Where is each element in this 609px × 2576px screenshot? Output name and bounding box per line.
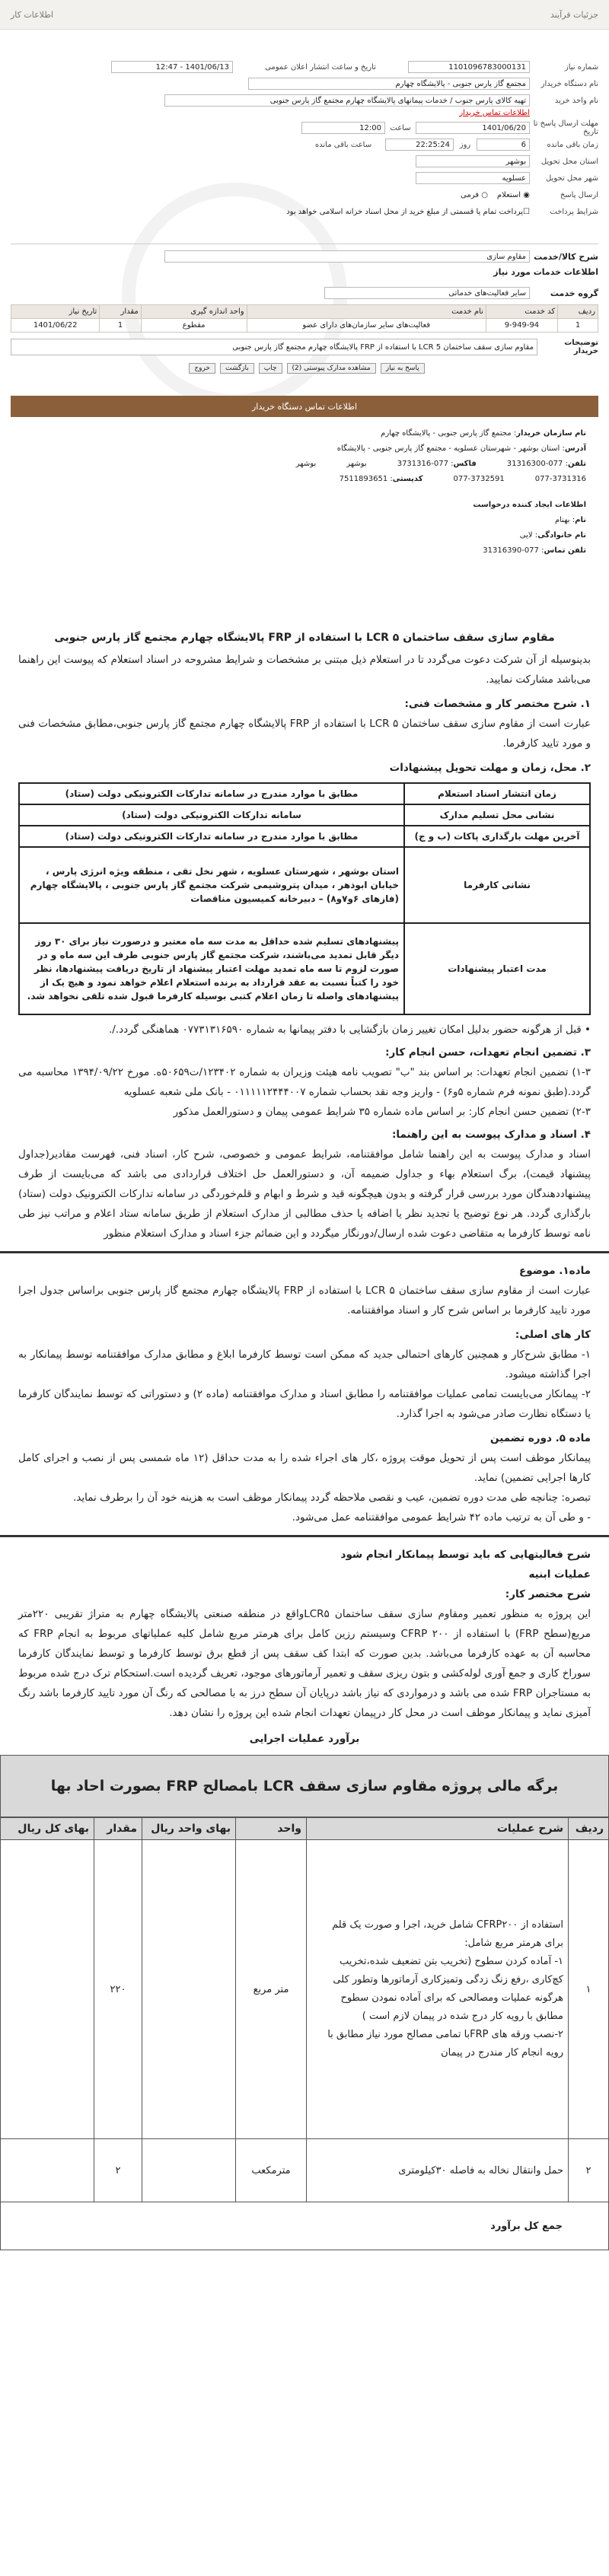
desc-label: شرح کالا/خدمت — [534, 251, 598, 262]
payment-text: پرداخت تمام یا قسمتی از مبلغ خرید از محل اسناد خزانه اسلامی خواهد بود — [286, 207, 524, 216]
province-value: بوشهر — [416, 155, 530, 167]
hours-label: ساعت باقی مانده — [314, 140, 372, 149]
contact-fax: 077-3731316 — [397, 460, 448, 468]
remain-label: زمان باقی مانده — [547, 140, 598, 149]
section-4-title: ۴. اسناد و مدارک پیوست به این راهنما: — [392, 1129, 591, 1141]
payment-checkbox[interactable]: ☐ — [523, 207, 530, 216]
contact-state: بوشهر — [295, 460, 317, 468]
table-row: مدت اعتبار پیشنهادات پیشنهادهای تسلیم شده حداقل به مدت سه ماه معتبر و درصورت نیاز برای ۳۰ روز دیگر قابل تمدید می‌باشند، شرکت مجتمع گاز پارس جنوبی طرف این سه ماه و در صورت لزوم تا سه ماه تمدید مهلت اعتبار پیشنهاد از تاریخ دریافت پیشنهادها، نظر خود را کتباً نسبت به عقد قرارداد به برنده استعلام اعلام خواهد نمود و هیچ یک از پیشنهادهای واصله تا زمان اعلام کتبی بوسیله کارفرما قبول شده تلقی نخواهد شد. — [19, 923, 590, 1014]
article-5-title: ماده ۵. دوره تضمین — [490, 1432, 591, 1444]
items-th: مقدار — [100, 305, 141, 319]
section-4-text: اسناد و مدارک پیوست به این راهنما شامل موافقتنامه، شرایط عمومی و خصوصی، شرح کار، اسناد فنی، فهرست مقادیر(جداول پیشنهاد قیمت)، برگ استعلام بهاء و جداول ضمیمه آن، و دستورالعمل حل اختلاف قراردادی می باشد که می‌بایست از طرف پیشنهاددهندگان مورد بررسی قرار گرفته و بدون هیچگونه قید و شرط و ابهام و قلم‌خوردگی در سامانه تدارکات الکترونیک دولت (ستاد) بارگذاری گردد. هر نوع توضیح یا تجدید نظر یا اضافه یا حذف مطالبی از مدارک استعلام از طریق سامانه ستاد اعلام و مراتب نیز طی نامه توسط کارفرما به متقاضی دعوت شده ارسال/دورنگار میگردد و این ضمائم جزء اسناد و مدارک استعلام منظور — [18, 1148, 591, 1240]
portal-header — [0, 0, 609, 30]
items-table — [11, 304, 598, 333]
contact-city: بوشهر — [346, 460, 367, 468]
unit-value: تهیه کالای پارس جنوب / خدمات پیمانهای پالایشگاه چهارم مجتمع گاز پارس جنوبی — [164, 94, 530, 107]
deadline-value: 1401/06/20 — [416, 122, 530, 134]
contact-band: اطلاعات تماس دستگاه خریدار — [11, 396, 598, 417]
article-5-text: پیمانکار موظف است پس از تحویل موقت پروژه ،کار های اجراء شده را به مدت حداقل (۱۲ ماه شمسی پس از نصب و اجرای کامل کارها اجرایی تضمین) نماید. تبصره: چنانچه طی مدت دوره تضمین، عیب و نقصی ملاحظه گردد پیمانکار موظف است به هزینه خود آن را برطرف نماید. - و طی آن به ترتیب ماده ۴۲ شرایط عمومی موافقتنامه عمل می‌شود. — [18, 1452, 591, 1524]
pub-date-label: تاریخ و ساعت انتشار اعلان عمومی — [265, 62, 376, 72]
doc-title: مقاوم سازی سقف ساختمان ۵ LCR با استفاده از FRP پالایشگاه چهارم مجتمع گاز پارس جنوبی — [54, 632, 555, 644]
items-th: نام خدمت — [247, 305, 486, 319]
portal-subtitle: اطلاعات کار — [11, 9, 54, 20]
portal-page — [0, 0, 609, 624]
activities-subtitle: عملیات ابنیه — [528, 1568, 591, 1581]
table-row: ۲ حمل وانتقال نخاله به فاصله ۳۰کیلومتری مترمکعب ۲ — [1, 2139, 609, 2202]
creator-lname: لایی — [519, 531, 533, 540]
article-1-title: ماده۱. موضوع — [519, 1265, 591, 1277]
contact-tel: 077-31316300 — [506, 460, 563, 468]
items-th: تاریخ نیاز — [11, 305, 100, 319]
estimate-title: برآورد عملیات اجرایی — [249, 1733, 360, 1745]
contact-addr: استان بوشهر - شهرستان عسلویه - مجتمع گاز پارس جنوبی - پالایشگاه — [336, 444, 560, 453]
portal-title: جزئیات فرآیند — [550, 9, 598, 20]
main-work-1: ۱- مطابق شرح‌کار و همچنین کارهای احتمالی جدید که ممکن است توسط کارفرما ابلاغ و مطابق مدارک موافقتنامه توسط پیمانکار به اجرا گذاشته میشود. — [18, 1348, 591, 1380]
radio-option-2[interactable]: ○ فرمی — [461, 190, 488, 199]
pub-date-value: 1401/06/13 - 12:47 — [111, 61, 233, 73]
print-button[interactable]: چاپ — [259, 363, 282, 374]
back-button[interactable]: بازگشت — [220, 363, 254, 374]
deadline-label: مهلت ارسال پاسخ تا تاریخ — [533, 119, 598, 136]
table-row: نشانی کارفرما استان بوشهر ، شهرستان عسلویه ، شهر نخل تقی ، منطقه ویژه انرژی پارس ، خیابان ابوذهر ، میدان پتروشیمی شرکت مجتمع گاز پارس جنوبی ، پالایشگاه چهارم (فازهای ۶و۷و۸) – دبیرخانه کمیسیون مناقصات — [19, 847, 590, 923]
reply-button[interactable]: پاسخ به نیاز — [381, 363, 425, 374]
contact-post: 7511893651 — [339, 475, 388, 483]
buyer-value: مجتمع گاز پارس جنوبی - پالایشگاه چهارم — [248, 78, 530, 90]
table-row: آخرین مهلت بارگذاری پاکات (ب و ج) مطابق با موارد مندرج در سامانه تدارکات الکترونیکی دولت (ستاد) — [19, 826, 590, 847]
time-value: 12:00 — [301, 122, 385, 134]
buyer-contact-link[interactable]: اطلاعات تماس خریدار — [459, 108, 530, 117]
group-value: سایر فعالیت‌های خدماتی — [324, 287, 530, 299]
days-label: روز — [459, 140, 471, 149]
desc-section — [11, 244, 598, 301]
doc-note: • قبل از هرگونه حضور بدلیل امکان تغییر زمان بازگشایی با دفتر پیمانها به شماره ۰۷۷۳۱۳۱۶۵۹۰ هماهنگی گردد./. — [108, 1024, 591, 1036]
table-row — [1, 2202, 609, 2250]
contact-tel2: 077-3731316 — [534, 475, 586, 483]
section-3-1: ۱-۳) تضمین انجام تعهدات: بر اساس بند "ب" تصویب نامه هیئت وزیران به شماره ۱۲۳۴۰۲/ت۵۰۶۵۹ه. مورخ ۱۳۹۴/۰۹/۲۲ محاسبه می گردد.(طبق نمونه فرم شماره ۵و۶) - واریز وجه نقد بحساب شماره ۰۱۱۱۱۱۲۴۴۴۰۰۷ - بانک ملی شعبه عسلویه — [18, 1066, 591, 1098]
province-label: استان محل تحویل — [540, 157, 598, 166]
main-works-title: کار های اصلی: — [515, 1329, 591, 1341]
creator-title: اطلاعات ایجاد کننده درخواست — [473, 501, 586, 509]
payment-label: شرایط پرداخت — [550, 207, 598, 216]
section-1-title: ۱. شرح مختصر کار و مشخصات فنی: — [404, 698, 591, 710]
contact-tel3: 077-3732591 — [453, 475, 505, 483]
creator-name: بهنام — [554, 516, 570, 524]
need-no-value: 1101096783000131 — [408, 61, 530, 73]
need-form — [11, 59, 598, 236]
section-2-title: ۲. محل، زمان و مهلت تحویل پیشنهادات — [389, 762, 591, 774]
info-table — [18, 782, 591, 1015]
time-label: ساعت — [390, 123, 411, 132]
activities-subtitle-2: شرح مختصر کار: — [505, 1588, 591, 1600]
contact-section: نام سازمان خریدار: مجتمع گاز پارس جنوبی - پالایشگاه چهارم آدرس: استان بوشهر - شهرستان عسلویه - مجتمع گاز پارس جنوبی - پالایشگاه تلفن: 077-31316300 فاکس: 077-3731316 بوشهر بوشهر 077-3731316 077-3732591 کدپستی: 7511893651 اطلاعات ایجاد کننده درخواست نام: بهنام نام خانوادگی: لایی تلفن تماس: 077-31316390 — [23, 426, 586, 559]
need-no-label: شماره نیاز — [564, 62, 598, 72]
price-sheet-title: برگه مالی پروژه مقاوم سازی سقف LCR بامصالح FRP بصورت احاد بها — [0, 1755, 609, 1817]
attachments-button[interactable]: مشاهده مدارک پیوستی (2) — [287, 363, 376, 374]
buyer-note-label: توضیحات خریدار — [564, 339, 598, 355]
city-value: عسلویه — [416, 172, 530, 184]
buyer-note-value: مقاوم سازی سقف ساختمان 5 LCR با استفاده از FRP پالایشگاه چهارم مجتمع گاز پارس جنوبی — [11, 339, 537, 355]
activities-title: شرح فعالیتهایی که باید توسط پیمانکار انجام شود — [340, 1549, 591, 1561]
section-3-title: ۳. تضمین انجام تعهدات، حسن انجام کار: — [385, 1046, 591, 1059]
creator-phone: 077-31316390 — [483, 546, 539, 555]
table-row: نشانی محل تسلیم مدارک سامانه تدارکات الکترونیکی دولت (ستاد) — [19, 804, 590, 826]
items-th: ردیف — [558, 305, 598, 319]
reply-label: ارسال پاسخ — [560, 190, 598, 199]
city-label: شهر محل تحویل — [545, 174, 598, 183]
remain-hours: 22:25:24 — [385, 139, 454, 151]
section-3-2: ۲-۳) تضمین حسن انجام کار: بر اساس ماده شماره ۳۵ شرایط عمومی پیمان و دستورالعمل مذکور — [173, 1106, 591, 1118]
buyer-label: نام دستگاه خریدار — [540, 79, 598, 88]
group-label: گروه خدمت — [550, 288, 598, 298]
document-body — [0, 624, 609, 2250]
doc-intro: بدینوسیله از آن شرکت دعوت می‌گردد تا در استعلام ذیل مبتنی بر مشخصات و شرایط مشروحه در اسناد استعلام که پیوست این راهنما می‌باشد مشارکت نمایید. — [18, 654, 591, 686]
activities-text: این پروژه به منظور تعمیر ومقاوم سازی سقف ساختمان LCR۵واقع در منطقه صنعتی پالایشگاه چهارم به متراژ تقریبی ۲۲۰متر مربع(سطح FRP) با استفاده از ۲۰۰ CFRP وسیستم رزین کامل برای هرمتر مربع شامل کلیه عملیاتهای مربوط به انجام FRP که محاسبه آن به عهده کارفرما می‌باشد. بدین صورت که ابتدا کف سقف پس از قطع برق توسط کارفرما و توسط نمایندگان کارفرما سوراخ کاری و جمع آوری لوله‌کشی و بتون ریزی سقف و تعمیر آرماتورهای موجود، تعریف گردیده است.استحکام ترک درج شده مربوط به مستاجران FRP شده می باشد و درمواردی که نیاز باشد درپایان آن سطح درز به با مصالحی که رنگ آن مورد تایید کارفرما باشد رنگ آمیزی نماید و پیمانکار موظف است در محل کار درپیمان تعهدات انجام شده این پروژه را نشان دهد. — [18, 1608, 591, 1719]
article-1-text: عبارت است از مقاوم سازی سقف ساختمان ۵ LCR با استفاده از FRP پالایشگاه چهارم مجتمع گاز پارس جنوبی براساس جدول اجرا مورد تایید کارفرما بر اساس شرح کار و اسناد موافقتنامه. — [18, 1285, 591, 1317]
table-row: زمان انتشار اسناد استعلام مطابق با موارد مندرج در سامانه تدارکات الکترونیکی دولت (ستاد) — [19, 783, 590, 804]
items-th: واحد اندازه گیری — [141, 305, 247, 319]
unit-label: نام واحد خرید — [554, 96, 598, 105]
exit-button[interactable]: خروج — [189, 363, 215, 374]
items-th: کد خدمت — [486, 305, 557, 319]
divider — [0, 1251, 609, 1253]
table-row: 1 9-949-94 فعالیت‌های سایر سازمان‌های دارای عضو مقطوع 1 1401/06/22 — [11, 319, 598, 333]
svc-info-title: اطلاعات خدمات مورد نیاز — [493, 267, 598, 277]
radio-option-1[interactable]: ◉ استعلام — [496, 190, 530, 199]
section-1-text: عبارت است از مقاوم سازی سقف ساختمان ۵ LCR با استفاده از FRP پالایشگاه چهارم مجتمع گاز پارس جنوبی،مطابق مشخصات فنی و مورد تایید کارفرما. — [18, 718, 591, 750]
items-table-wrap — [11, 304, 598, 374]
remain-days: 6 — [477, 139, 530, 151]
main-work-2: ۲- پیمانکار می‌بایست تمامی عملیات موافقتنامه را مطابق اسناد و مدارک موافقتنامه (ماده ۲) و دستوراتی که توسط نمایندگان کارفرما یا دستگاه نظارت صادر می‌شود به اجرا گذارد. — [18, 1388, 591, 1420]
total-label: جمع کل برآورد — [1, 2202, 609, 2250]
desc-value: مقاوم سازی — [164, 250, 530, 263]
contact-org: مجتمع گاز پارس جنوبی - پالایشگاه چهارم — [381, 429, 512, 438]
price-table: ردیف شرح عملیات واحد بهای واحد ریال مقدار بهای کل ریال ۱ استفاده از CFRP۲۰۰ شامل خرید، اجرا و صورت یک قلم برای هرمتر مربع شامل: ۱- آماده کردن سطوح (تخریب بتن تضعیف شده،تخریب کچ‌کاری ،رفع زنگ زدگی وتمیزکاری آرماتورها وتطور کلی هرگونه عملیات ومصالحی که برای آماده نمودن سطوح مطابق با رویه کار درج شده در پیمان لازم است ) ۲-نصب ورقه های FRPبا تمامی مصالح مورد نیاز مطابق با رویه انجام کار مندرج در پیمان متر مربع ۲۲۰ ۲ حمل وانتقال نخاله به فاصله ۳۰کیلومتری مترمکعب ۲ جمع کل برآورد — [0, 1817, 609, 2250]
divider — [0, 1535, 609, 1537]
table-row: ۱ استفاده از CFRP۲۰۰ شامل خرید، اجرا و صورت یک قلم برای هرمتر مربع شامل: ۱- آماده کردن سطوح (تخریب بتن تضعیف شده،تخریب کچ‌کاری ،رفع زنگ زدگی وتمیزکاری آرماتورها وتطور کلی هرگونه عملیات ومصالحی که برای آماده نمودن سطوح مطابق با رویه کار درج شده در پیمان لازم است ) ۲-نصب ورقه های FRPبا تمامی مصالح مورد نیاز مطابق با رویه انجام کار مندرج در پیمان متر مربع ۲۲۰ — [1, 1840, 609, 2139]
